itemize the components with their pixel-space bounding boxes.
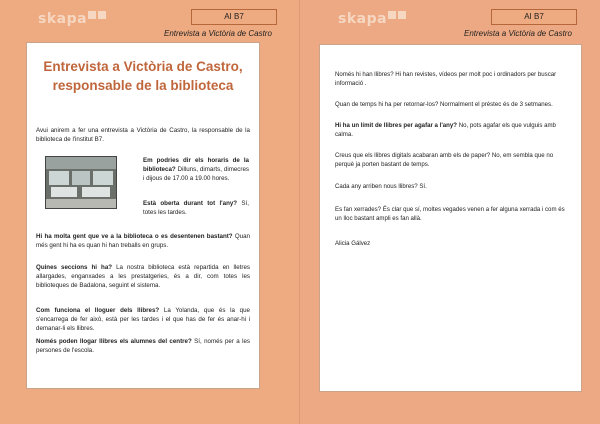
logo-tile-icon (388, 11, 396, 19)
header-subtitle: Entrevista a Victòria de Castro (164, 29, 272, 38)
logo-text: skapa (338, 11, 388, 27)
paragraph-text: No, pots agafar els que vulguis amb calma. (335, 122, 556, 138)
paragraph-text: Creus que els llibres digitals acabaran amb els de paper? No, em sembla que no perquè ja porten bastant de temps. (335, 152, 554, 168)
qa-answer: La Yolanda, que és la que s'encarrega de fer això, està per les tardes i el que has de fer és anar-hi i demanar-li els llibres. (36, 307, 250, 332)
paragraph-text: Es fan xerrades? És clar que sí, moltes vegades venen a fer alguna xerrada i com és un lloc bastant ampli es fan allà. (335, 206, 565, 222)
library-photo (45, 156, 117, 209)
qa-item (36, 233, 250, 251)
paragraph (335, 182, 567, 191)
qa-question: Com funciona el lloguer dels llibres? (36, 307, 160, 314)
paragraph (335, 70, 567, 88)
logo-tile-icon (398, 11, 406, 19)
qa-question: Hi ha molta gent que ve a la biblioteca o es desentenen bastant? (36, 233, 233, 240)
paragraph-text: Només hi han llibres? Hi han revistes, vídeos per molt poc i ordinadors per buscar informació . (335, 71, 557, 87)
qa-item (143, 157, 249, 184)
qa-question: Només poden llogar llibres els alumnes del centre? (36, 338, 192, 345)
title-line-1: Entrevista a Victòria de Castro, (43, 59, 243, 74)
qa-answer: Sí, només per a les persones de l'escola. (36, 338, 251, 354)
qa-item (36, 264, 250, 291)
paragraph (335, 121, 567, 139)
paragraph-text: Cada any arriben nous llibres? Sí. (335, 183, 427, 190)
qa-item (36, 338, 250, 356)
paragraph (335, 205, 567, 223)
qa-question: Està oberta durant tot l'any? (143, 200, 238, 207)
level-box: AI B7 (191, 9, 277, 25)
article-title (37, 57, 249, 95)
logo-text: skapa (38, 11, 88, 27)
intro-paragraph: Avui anirem a fer una entrevista a Victòria de Castro, la responsable de la biblioteca de l'institut B7. (36, 127, 250, 143)
qa-answer: Sí, totes les tardes. (143, 200, 249, 216)
paragraph-text: Quan de temps hi ha per retornar-los? Normalment el préstec és de 3 setmanes. (335, 101, 553, 108)
paragraph (335, 100, 567, 109)
skapa-logo (38, 9, 107, 27)
qa-question: Em podries dir els horaris de la biblioteca? (143, 157, 249, 173)
right-page (300, 0, 600, 424)
qa-answer: Quan més gent hi ha es quan hi han treballs en grups. (36, 233, 250, 249)
paragraph (335, 151, 567, 169)
qa-answer: Dilluns, dimarts, dimecres i dijous de 17.00 a 19.00 hores. (143, 165, 249, 182)
title-line-2: responsable de la biblioteca (52, 78, 234, 93)
paragraph-question: Hi ha un límit de llibres per agafar a l'any? (335, 122, 458, 129)
header-subtitle: Entrevista a Victòria de Castro (464, 29, 572, 38)
logo-tile-icon (88, 11, 96, 19)
qa-question: Quines seccions hi ha? (36, 264, 113, 271)
qa-answer: La nostra biblioteca està repartida en lletres allargades, enganxades a les prestatgeries, és a dir, com totes les biblioteques de Badalona, seguint el sistema. (36, 264, 250, 289)
author-name: Alicia Gálvez (335, 240, 371, 247)
skapa-logo (338, 9, 407, 27)
article-sheet (319, 44, 582, 392)
qa-item (143, 200, 249, 218)
qa-item (36, 307, 250, 334)
logo-tile-icon (98, 11, 106, 19)
article-sheet (26, 42, 260, 389)
author-signature (335, 239, 567, 248)
level-box: AI B7 (491, 9, 577, 25)
